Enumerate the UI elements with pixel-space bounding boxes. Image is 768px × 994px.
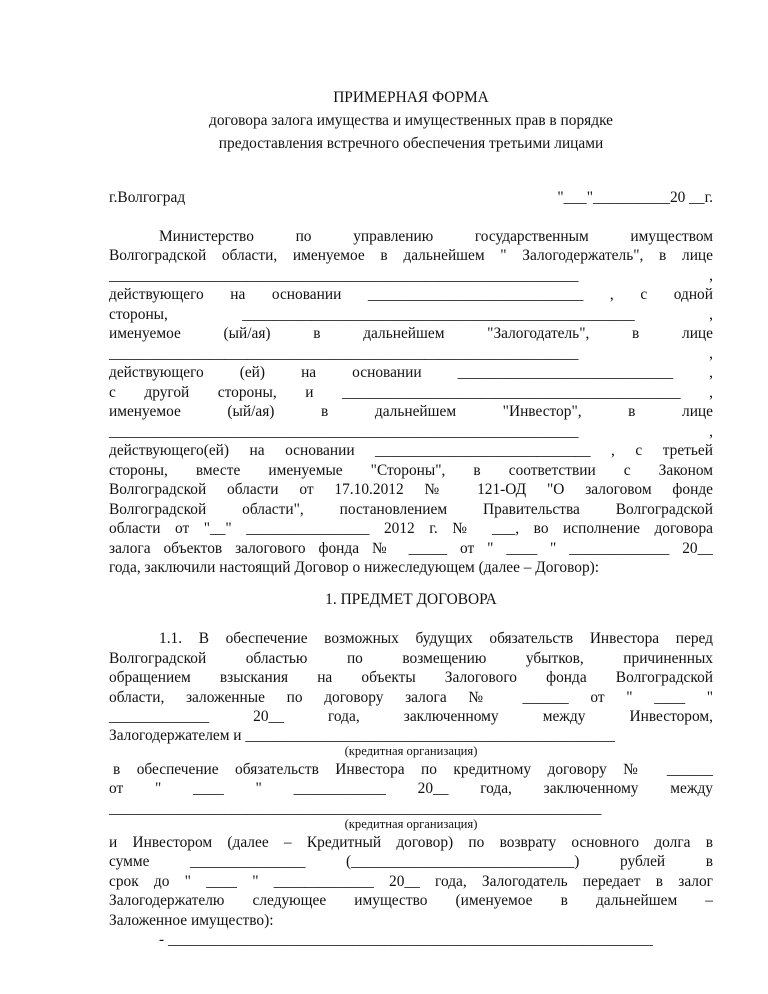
preamble-line: залога объектов залогового фонда № _____ от " ____ " _____________ 20__ [109,540,713,557]
preamble-line: области от "__" ________________ 2012 г. № ___, во исполнение договора [109,520,713,537]
credit-org-caption: (кредитная организация) [344,817,478,831]
clause-line: Залогодержателем и ________________________________________________ [109,727,615,744]
preamble-line: стороны, ___________________________________________________ , [109,306,713,323]
clause-line: обращением взыскания на объекты Залогового фонда Волгоградской [109,669,713,686]
clause-line: Залогодержателю следующее имущество (именуемое в дальнейшем – [109,892,713,909]
preamble-line: именуемое (ый/ая) в дальнейшем "Залогодатель", в лице [109,325,713,342]
clause-line: _____________ 20__ года, заключенному между Инвестором, [109,708,713,725]
clause-line: 1.1. В обеспечение возможных будущих обязательств Инвестора перед [159,630,713,647]
preamble-line: Министерство по управлению государственным имуществом [159,228,713,245]
clause-line: сумме _______________ (_____________________________) рублей в [109,853,713,870]
clause-line: в обеспечение обязательств Инвестора по кредитному договору № ______ [113,761,713,778]
section-heading: 1. ПРЕДМЕТ ДОГОВОРА [325,591,497,608]
preamble-line: Волгоградской области от 17.10.2012 № 121-ОД "О залоговом фонде [109,481,713,498]
date-field: "___"__________20 __г. [557,189,713,206]
preamble-line: стороны, вместе именуемые "Стороны", в соответствии с Законом [109,462,713,479]
doc-subtitle-line-2: предоставления встречного обеспечения третьими лицами [218,135,604,152]
doc-title: ПРИМЕРНАЯ ФОРМА [333,89,489,106]
place-of-signing: г.Волгоград [109,189,186,206]
preamble-line: _____________________________________________________________ , [109,345,713,362]
clause-line: области, заложенные по договору залога № ______ от " ____ " [109,689,713,706]
clause-line: срок до " ____ " _____________ 20__ года, Залогодатель передает в залог [109,873,713,890]
clause-line: - _______________________________________________________________ [159,931,653,948]
clause-line: Волгоградской областью по возмещению убытков, причиненных [109,650,713,667]
preamble-line: действующего на основании ____________________________ , с одной [109,286,713,303]
preamble-line: с другой стороны, и ____________________________________________ , [109,384,713,401]
clause-line: от " ____ " ____________ 20__ года, заключенному между [109,780,713,797]
preamble-line: Волгоградской области", постановлением Правительства Волгоградской [109,501,713,518]
preamble-line: именуемое (ый/ая) в дальнейшем "Инвестор", в лице [109,403,713,420]
credit-org-caption: (кредитная организация) [344,744,478,758]
clause-line: Заложенное имущество): [109,912,274,929]
preamble-line: года, заключили настоящий Договор о нижеследующем (далее – Договор): [109,559,600,576]
preamble-line: _____________________________________________________________ , [109,267,713,284]
clause-line: и Инвестором (далее – Кредитный договор) по возврату основного долга в [109,834,713,851]
clause-line: ________________________________________________________________ [109,800,602,817]
preamble-line: Волгоградской области, именуемое в дальнейшем " Залогодержатель", в лице [109,247,713,264]
preamble-line: действующего (ей) на основании ____________________________ , [109,364,713,381]
preamble-line: _____________________________________________________________ , [109,423,713,440]
preamble-line: действующего(ей) на основании ____________________________ , с третьей [109,442,713,459]
doc-subtitle-line-1: договора залога имущества и имущественных прав в порядке [208,112,614,129]
